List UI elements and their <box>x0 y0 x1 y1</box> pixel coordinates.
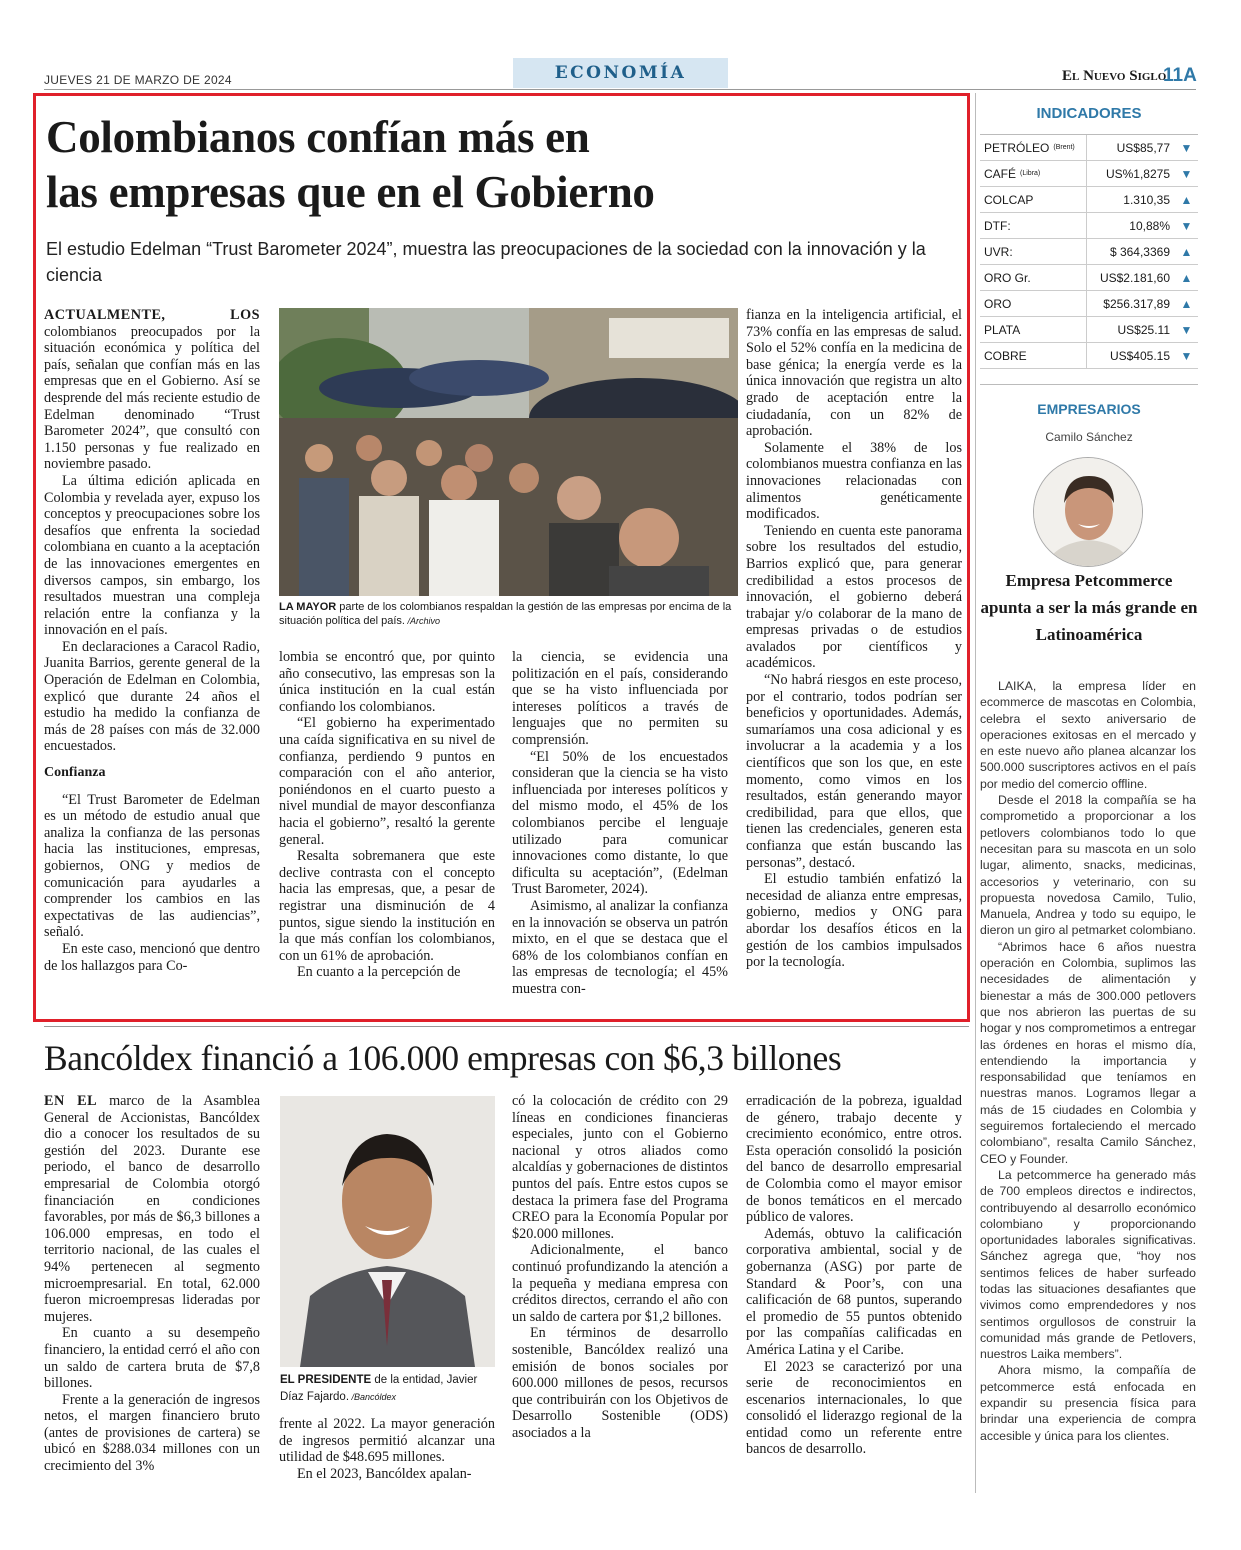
article2-column-2: frente al 2022. La mayor generación de ingresos permitió alcanzar una utilidad de $48.695 millones. En el 2023, Bancóldex apalan- <box>279 1416 495 1482</box>
page-number: 11A <box>1163 65 1197 86</box>
indicator-row: ORO $256.317,89 ▲ <box>980 291 1198 317</box>
indicator-row: ORO Gr. US$2.181,60 ▲ <box>980 265 1198 291</box>
photo-caption: LA MAYOR parte de los colombianos respaldan la gestión de las empresas por encima de la situación política del país. /Archivo <box>279 601 732 627</box>
header-rule <box>44 89 1196 90</box>
trend-up-icon: ▲ <box>1180 244 1193 259</box>
section-label: ECONOMÍA <box>513 58 728 88</box>
article-column-4: fianza en la inteligencia artificial, el 73% confía en las empresas de salud. Solo el 52% confía en la medicina de base génica; la energía verde es la única innovación que registra un alto grado de aceptación entre la ciudadanía, con un 82% de aprobación. Solamente el 38% de los colombianos muestra confianza en las innovaciones relacionadas con alimentos genéticamente modificados. Teniendo en cuenta este panorama sobre los resultados del estudio, Barrios explicó que, para generar credibilidad a estos procesos de innovación, el gobierno deberá trabajar y/o colaborar de la mano de empresas privadas o de estudios avalados por científicos y académicos. “No habrá riesgos en este proceso, por el contrario, todos podrían ser beneficios y oportunidades. Además, sumaríamos una cosa adicional y es involucrar a la academia y a los científicos que son los que, en este momento, como vimos en los resultados, están generando mayor credibilidad, para que ellos, que tienen las credenciales, generen esta confianza que están buscando las personas”, destacó. El estudio también enfatizó la necesidad de alianza entre empresas, gobierno, medios y ONG para abordar los desafíos éticos en la gestión de los cambios impulsados por la tecnología. <box>746 307 962 971</box>
indicator-row: COBRE US$405.15 ▼ <box>980 343 1198 369</box>
trend-down-icon: ▼ <box>1180 166 1193 181</box>
article-headline: Colombianos confían más en las empresas que en el Gobierno <box>46 112 655 217</box>
empresarios-title: EMPRESARIOS <box>1037 401 1141 417</box>
article-divider <box>44 1026 969 1027</box>
trend-up-icon: ▲ <box>1180 192 1193 207</box>
issue-date: JUEVES 21 DE MARZO DE 2024 <box>44 73 232 87</box>
indicator-row: PETRÓLEO (Brent) US$85,77 ▼ <box>980 135 1198 161</box>
indicator-row: DTF: 10,88% ▼ <box>980 213 1198 239</box>
article-subtitle: El estudio Edelman “Trust Barometer 2024”, muestra las preocupaciones de la sociedad con la innovación y la ciencia <box>46 239 926 285</box>
indicator-row: COLCAP 1.310,35 ▲ <box>980 187 1198 213</box>
article2-column-4: erradicación de la pobreza, igualdad de género, trabajo decente y crecimiento económico, entre otros. Esta operación consolidó la posición del banco de desarrollo empresarial de Colombia como el mayor emisor de bonos temáticos en el mercado público de valores. Además, obtuvo la calificación corporativa ambiental, social y de gobernanza (ASG) por parte de Standard & Poor’s, con una calificación de 68 puntos, superando el promedio de 55 puntos obtenido por las compañías calificadas en América Latina y el Caribe. El 2023 se caracterizó por una serie de reconocimientos en escenarios internacionales, lo que consolidó el liderazgo regional de la entidad como un referente entre bancos de desarrollo. <box>746 1093 962 1458</box>
sidebar-divider <box>980 384 1198 385</box>
article2-column-3: có la colocación de crédito con 29 líneas en condiciones financieras especiales, junto con el Gobierno nacional y otros aliados como alcaldías y gobernaciones de distintos puntos del país. Entre estos cupos se destaca la primera fase del Programa CREO para la Economía Popular por $20.000 millones. Adicionalmente, el banco continuó profundizando la atención a la pequeña y mediana empresa con créditos directos, cerrando el año con un saldo de cartera por $1,2 billones. En términos de desarrollo sostenible, Bancóldex realizó una emisión de bonos sociales por 600.000 millones de pesos, recursos que contribuirán con los Objetivos de Desarrollo Sostenible (ODS) asociados a la <box>512 1093 728 1441</box>
article2-headline: Bancóldex financió a 106.000 empresas con $6,3 billones <box>44 1038 842 1078</box>
empresarios-body: LAIKA, la empresa líder en ecommerce de mascotas en Colombia, celebra el sexto aniversario de operaciones exitosas en el mercado y en este nuevo año planea alcanzar los 500.000 suscriptores activos en el país por medio del comercio offline. Desde el 2018 la compañía se ha comprometido a proporcionar a los petlovers colombianos todo lo que necesitan para su mascota en un solo lugar, alimento, snacks, medicinas, accesorios y veterinario, con su propuesta novedosa Camilo, Tulio, Manuela, Andrea y todo su equipo, le dieron un giro al petmarket colombiano. “Abrimos hace 6 años nuestra operación en Colombia, suplimos las necesidades de alimentación y bienestar a más de 300.000 petlovers que nos abrieron las puertas de su hogar y nos comprometimos a entregar las órdenes en horas el mismo día, entendiendo la importancia y responsabilidad que teníamos en nuestras manos. Logramos llegar a más de 15 ciudades en Colombia y seguiremos fortaleciendo el mercado colombiano”, resalta Camilo Sánchez, CEO y Founder. La petcommerce ha generado más de 700 empleos directos e indirectos, contribuyendo al desarrollo económico colombiano y proporcionando oportunidades laborales significativas. Sánchez agrega que, “hoy nos sentimos felices de haber surfeado todas las situaciones desafiantes que vivimos como emprendedores y nos sentimos orgullosos de construir la comunidad más grande de Petlovers, nuestros Laika members”. Ahora mismo, la compañía de petcommerce está enfocada en expandir su presencia física para brindar una experiencia de compra accesible y única para los clientes. <box>980 679 1197 1443</box>
indicators-table <box>980 134 1198 369</box>
article-column-1: ACTUALMENTE, LOS colombianos preocupados por la situación económica y política del país, señalan que confían más en las empresas que en el Gobierno. Así se desprende del más reciente estudio de Edelman denominado “Trust Barometer 2024”, que consultó con 1.150 personas y fue realizado en noviembre pasado. La última edición aplicada en Colombia y revelada ayer, expuso los conceptos y preocupaciones sobre los desafíos que enfrenta la sociedad colombiana en cuanto a la aceptación de las innovaciones emergentes en diversos campos, sin embargo, los resultados muestran una compleja relación entre la confianza y la innovación en el país. En declaraciones a Caracol Radio, Juanita Barrios, gerente general de la Operación de Edelman en Colombia, explicó que durante 24 años el estudio ha medido la confianza de más de 28 países con más de 32.000 encuestados. Confianza “El Trust Barometer de Edelman es un método de estudio anual que analiza la confianza de las personas hacia las instituciones, empresas, gobiernos, ONG y medios de comunicación para ayudarles a comprender los cambios en las expectativas de las audiencias”, señaló. En este caso, mencionó que dentro de los hallazgos para Co- <box>44 307 260 974</box>
crowd-photo <box>279 308 738 596</box>
indicator-row: PLATA US$25.11 ▼ <box>980 317 1198 343</box>
trend-down-icon: ▼ <box>1180 218 1193 233</box>
article2-column-1: EN EL marco de la Asamblea General de Accionistas, Bancóldex dio a conocer los resultados de su gestión del 2023. Durante ese periodo, el banco de desarrollo empresarial de Colombia otorgó financiación en condiciones favorables, por más de $6,3 billones a 106.000 empresas, en todo el territorio nacional, de las cuales el 94% pertenecen al segmento microempresarial. En total, 62.000 fueron microempresas lideradas por mujeres. En cuanto a su desempeño financiero, la entidad cerró el año con un saldo de cartera bruta de $7,8 billones. Frente a la generación de ingresos netos, el margen financiero bruto (antes de provisiones de cartera) se ubicó en $288.034 millones con un crecimiento del 3% <box>44 1093 260 1475</box>
indicator-row: CAFÉ (Libra) US%1,8275 ▼ <box>980 161 1198 187</box>
empresarios-author: Camilo Sánchez <box>1045 430 1133 444</box>
indicator-row: UVR: $ 364,3369 ▲ <box>980 239 1198 265</box>
trend-up-icon: ▲ <box>1180 296 1193 311</box>
president-portrait <box>280 1096 495 1367</box>
article-column-3: la ciencia, se evidencia una politización en el país, considerando que se ha visto influenciada por intereses políticos a través de lenguajes que no permiten su comprensión. “El 50% de los encuestados consideran que la ciencia se ha visto influenciada por intereses políticos y del mismo modo, el 45% de los colombianos percibe el lenguaje utilizado para comunicar innovaciones como distante, lo que dificulta su aceptación”, (Edelman Trust Barometer, 2024). Asimismo, al analizar la confianza en la innovación se observa un patrón mixto, en el que se destaca que el 68% de los colombianos confían en las empresas de tecnología; el 45% muestra con- <box>512 649 728 997</box>
trend-up-icon: ▲ <box>1180 270 1193 285</box>
sidebar-rule <box>975 93 976 1493</box>
trend-down-icon: ▼ <box>1180 322 1193 337</box>
trend-down-icon: ▼ <box>1180 348 1193 363</box>
article-column-2: lombia se encontró que, por quinto año consecutivo, las empresas son la única institución en la cual están confiando los colombianos. “El gobierno ha experimentado una caída significativa en su nivel de confianza, perdiendo 9 puntos en comparación con el año anterior, poniéndonos en el cuarto puesto a nivel mundial de mayor desconfianza hacia el gobierno”, resaltó la gerente general. Resalta sobremanera que este declive contrasta con el concepto hacia las empresas, que, a pesar de registrar una disminución de 4 puntos, sigue siendo la institución en la que más confían los colombianos, con un 61% de aprobación. En cuanto a la percepción de <box>279 649 495 981</box>
trend-down-icon: ▼ <box>1180 140 1193 155</box>
newspaper-name: El Nuevo Siglo <box>1062 68 1167 84</box>
empresarios-headline: Empresa Petcommerce apunta a ser la más grande en Latinoamérica <box>980 571 1198 644</box>
section-subhead: Confianza <box>44 765 106 781</box>
indicators-title: INDICADORES <box>1036 105 1142 122</box>
author-avatar <box>1033 457 1143 567</box>
portrait-caption: EL PRESIDENTE de la entidad, Javier Díaz Fajardo. /Bancóldex <box>280 1374 478 1403</box>
